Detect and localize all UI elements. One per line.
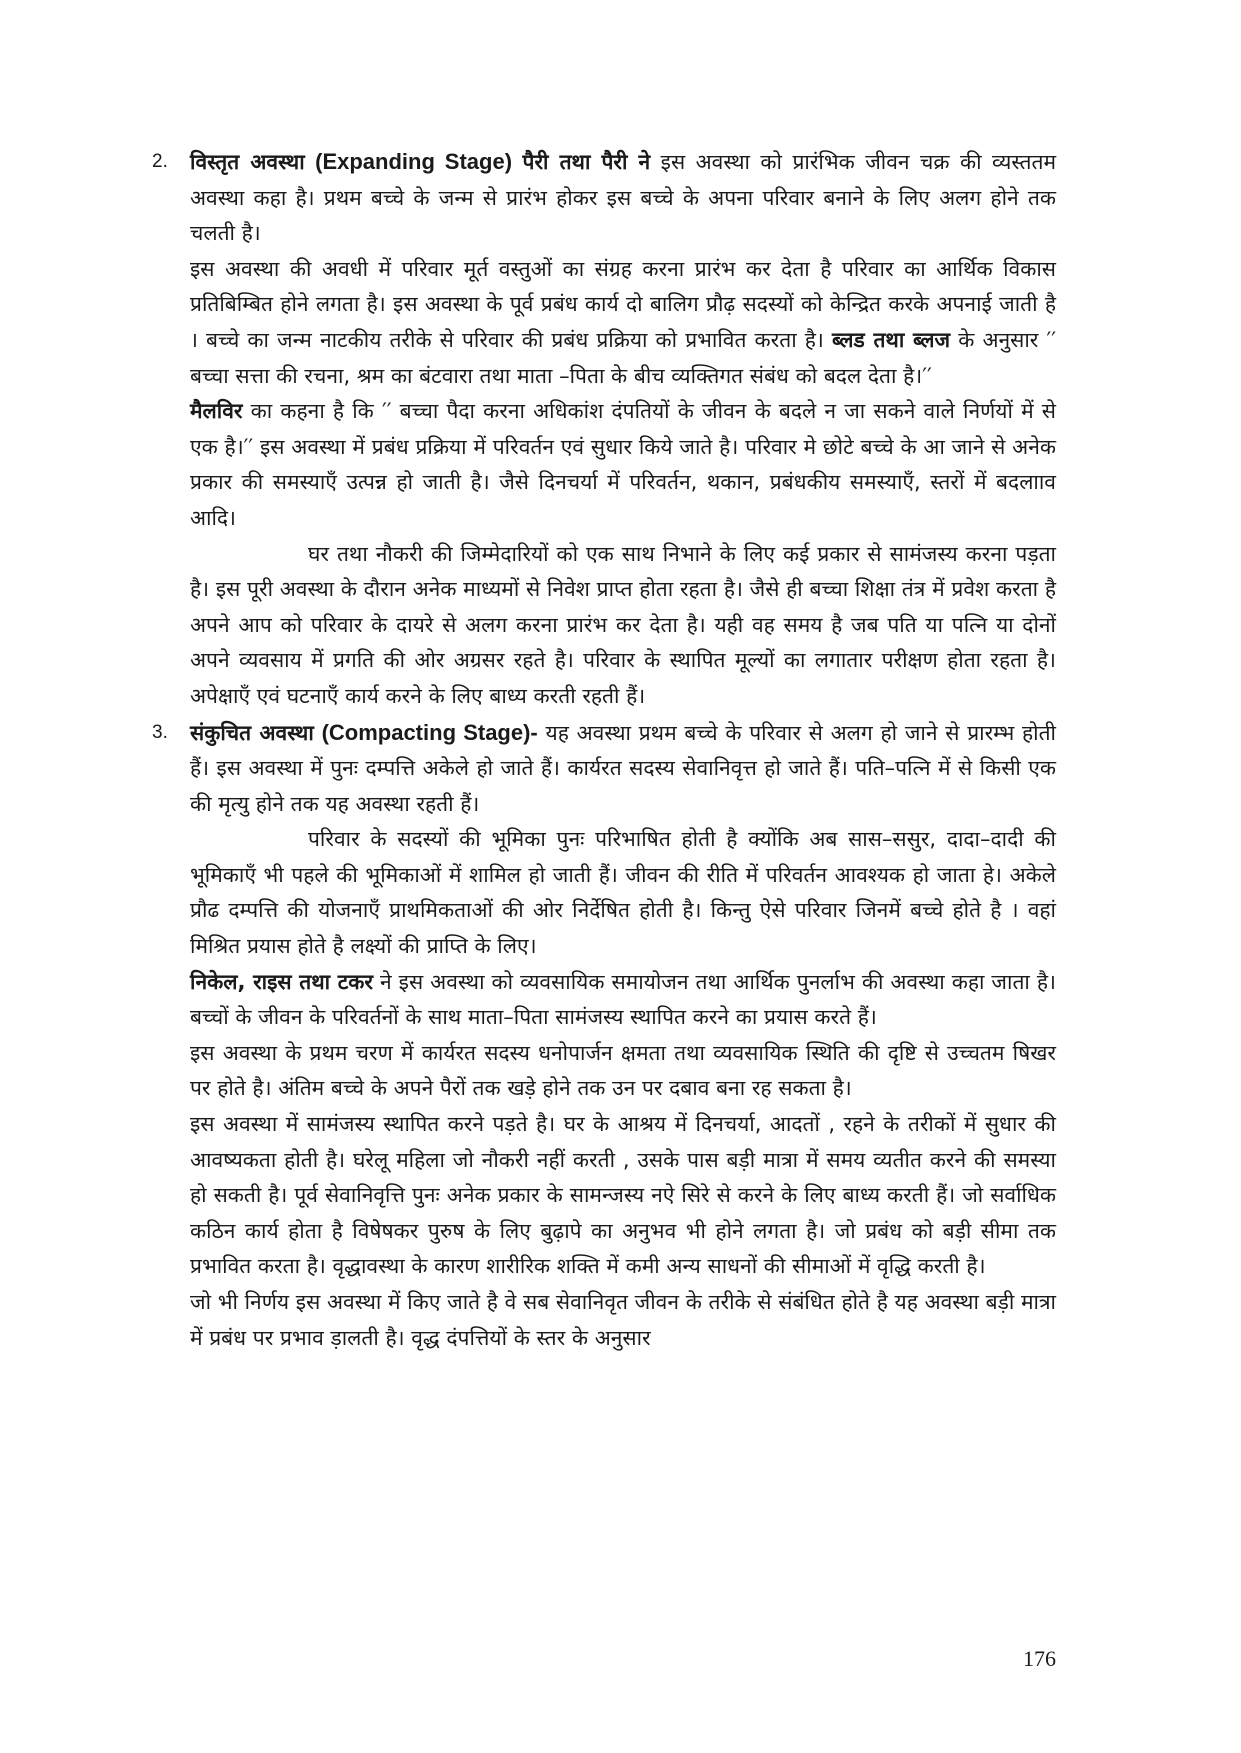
paragraph-text: ने इस अवस्था को व्यवसायिक समायोजन तथा आर्थिक पुनर्लाभ की अवस्था कहा जाता है। बच्चों के जीवन के परिवर्तनों के साथ माता–पिता सामंजस्य स्थापित करने का प्रयास करते हैं। [190, 969, 1056, 1030]
page-content [152, 144, 1056, 1356]
paragraph: जो भी निर्णय इस अवस्था में किए जाते है वे सब सेवानिवृत जीवन के तरीके से संबंधित होते है यह अवस्था बड़ी मात्रा में प्रबंध पर प्रभाव ड़ालती है। वृद्ध दंपत्तियों के स्तर के अनुसार [190, 1290, 1056, 1350]
author-reference: पैरी तथा पैरी ने [522, 150, 651, 174]
author-reference: मैलविर [190, 399, 243, 424]
paragraph-text: का कहना है कि ′′ बच्चा पैदा करना अधिकांश दंपतियों के जीवन के बदले न जा सकने वाले निर्णयों में से एक है।′′ इस अवस्था में प्रबंध प्रक्रिया में परिवर्तन एवं सुधार किये जाते है। परिवार मे छोटे बच्चे के आ जाने से अनेक प्रकार की समस्याएँ उत्पन्न हो जाती है। जैसे दिनचर्या में परिवर्तन, थकान, प्रबंधकीय समस्याएँ, स्तरों में बदलााव आदि। [190, 399, 1056, 530]
paragraph-text: यह अवस्था प्रथम बच्चे के परिवार से अलग हो जाने से प्रारम्भ होती हैं। इस अवस्था में पुनः दम्पत्ति अकेले हो जाते हैं। कार्यरत सदस्य सेवानिवृत्त हो जाते हैं। पति–पत्नि में से किसी एक की मृत्यु होने तक यह अवस्था रहती हैं। [190, 720, 1056, 816]
page-number: 176 [1023, 1646, 1056, 1671]
paragraph: घर तथा नौकरी की जिम्मेदारियों को एक साथ निभाने के लिए कई प्रकार से सामंजस्य करना पड़ता है। इस पूरी अवस्था के दौरान अनेक माध्यमों से निवेश प्राप्त होता रहता है। जैसे ही बच्चा शिक्षा तंत्र में प्रवेश करता है अपने आप को परिवार के दायरे से अलग करना प्रारंभ कर देता है। यही वह समय है जब पति या पत्नि या दोनों अपने व्यवसाय में प्रगति की ओर अग्रसर रहते है। परिवार के स्थापित मूल्यों का लगातार परीक्षण होता रहता है। अपेक्षाएँ एवं घटनाएँ कार्य करने के लिए बाध्य करती रहती हैं। [190, 541, 1056, 708]
paragraph-text: के अनुसार ′′ बच्चा सत्ता की रचना, श्रम का बंटवारा तथा माता –पिता के बीच व्यक्तिगत संबंध को बदल देता है।′′ [190, 327, 1056, 388]
paragraph-text: इस अवस्था की अवधी में परिवार मूर्त वस्तुओं का संग्रह करना प्रारंभ कर देता है परिवार का आर्थिक विकास प्रतिबिम्बित होने लगता है। इस अवस्था के पूर्व प्रबंध कार्य दो बालिग प्रौढ़ सदस्यों को केन्द्रित करके अपनाई जाती है । बच्चे का जन्म नाटकीय तरीके से परिवार की प्रबंध प्रक्रिया को प्रभावित करता है। [190, 256, 1056, 352]
paragraph [190, 965, 1056, 1036]
section-number: 3. [152, 721, 168, 743]
section-heading-english: (Compacting Stage)- [321, 719, 538, 745]
paragraph [190, 144, 1056, 252]
section-heading-english: (Expanding Stage) [315, 149, 513, 174]
author-reference: निकेल, राइस तथा टकर [190, 969, 374, 994]
paragraph: इस अवस्था के प्रथम चरण में कार्यरत सदस्य धनोपार्जन क्षमता तथा व्यवसायिक स्थिति की दृष्टि से उच्चतम षिखर पर होते है। अंतिम बच्चे के अपने पैरों तक खड़े होने तक उन पर दबाव बना रह सकता है। [190, 1040, 1056, 1101]
section-heading-hindi: संकुचित अवस्था [190, 720, 314, 745]
author-reference: ब्लड तथा ब्लज [831, 327, 951, 352]
paragraph [190, 715, 1056, 823]
section-expanding-stage [152, 144, 1056, 715]
paragraph: इस अवस्था में सामंजस्य स्थापित करने पड़ते है। घर के आश्रय में दिनचर्या, आदतों , रहने के तरीकों में सुधार की आवष्यकता होती है। घरेलू महिला जो नौकरी नहीं करती , उसके पास बड़ी मात्रा में समय व्यतीत करने की समस्या हो सकती है। पूर्व सेवानिवृत्ति पुनः अनेक प्रकार के सामन्जस्य नऐ सिरे से करने के लिए बाध्य करती हैं। जो सर्वाधिक कठिन कार्य होता है विषेषकर पुरुष के लिए बुढ़ापे का अनुभव भी होने लगता है। जो प्रबंध को बड़ी सीमा तक प्रभावित करता है। वृद्धावस्था के कारण शारीरिक शक्ति में कमी अन्य साधनों की सीमाओं में वृद्धि करती है। [190, 1112, 1056, 1279]
paragraph [190, 252, 1056, 394]
section-number: 2. [152, 151, 168, 172]
paragraph-text: इस अवस्था को प्रारंभिक जीवन चक्र की व्यस्ततम अवस्था कहा है। प्रथम बच्चे के जन्म से प्रारंभ होकर इस बच्चे के अपना परिवार बनाने के लिए अलग होने तक चलती है। [190, 150, 1056, 246]
section-heading-hindi: विस्तृत अवस्था [190, 150, 305, 174]
paragraph: परिवार के सदस्यों की भूमिका पुनः परिभाषित होती है क्योंकि अब सास–ससुर, दादा–दादी की भूमिकाएँ भी पहले की भूमिकाओं में शामिल हो जाती हैं। जीवन की रीति में परिवर्तन आवश्यक हो जाता हे। अकेले प्रौढ दम्पत्ति की योजनाएँ प्राथमिकताओं की ओर निर्देषित होती है। किन्तु ऐसे परिवार जिनमें बच्चे होते है । वहां मिश्रित प्रयास होते है लक्ष्यों की प्राप्ति के लिए। [190, 827, 1056, 959]
paragraph [190, 394, 1056, 536]
section-compacting-stage [152, 715, 1056, 1357]
